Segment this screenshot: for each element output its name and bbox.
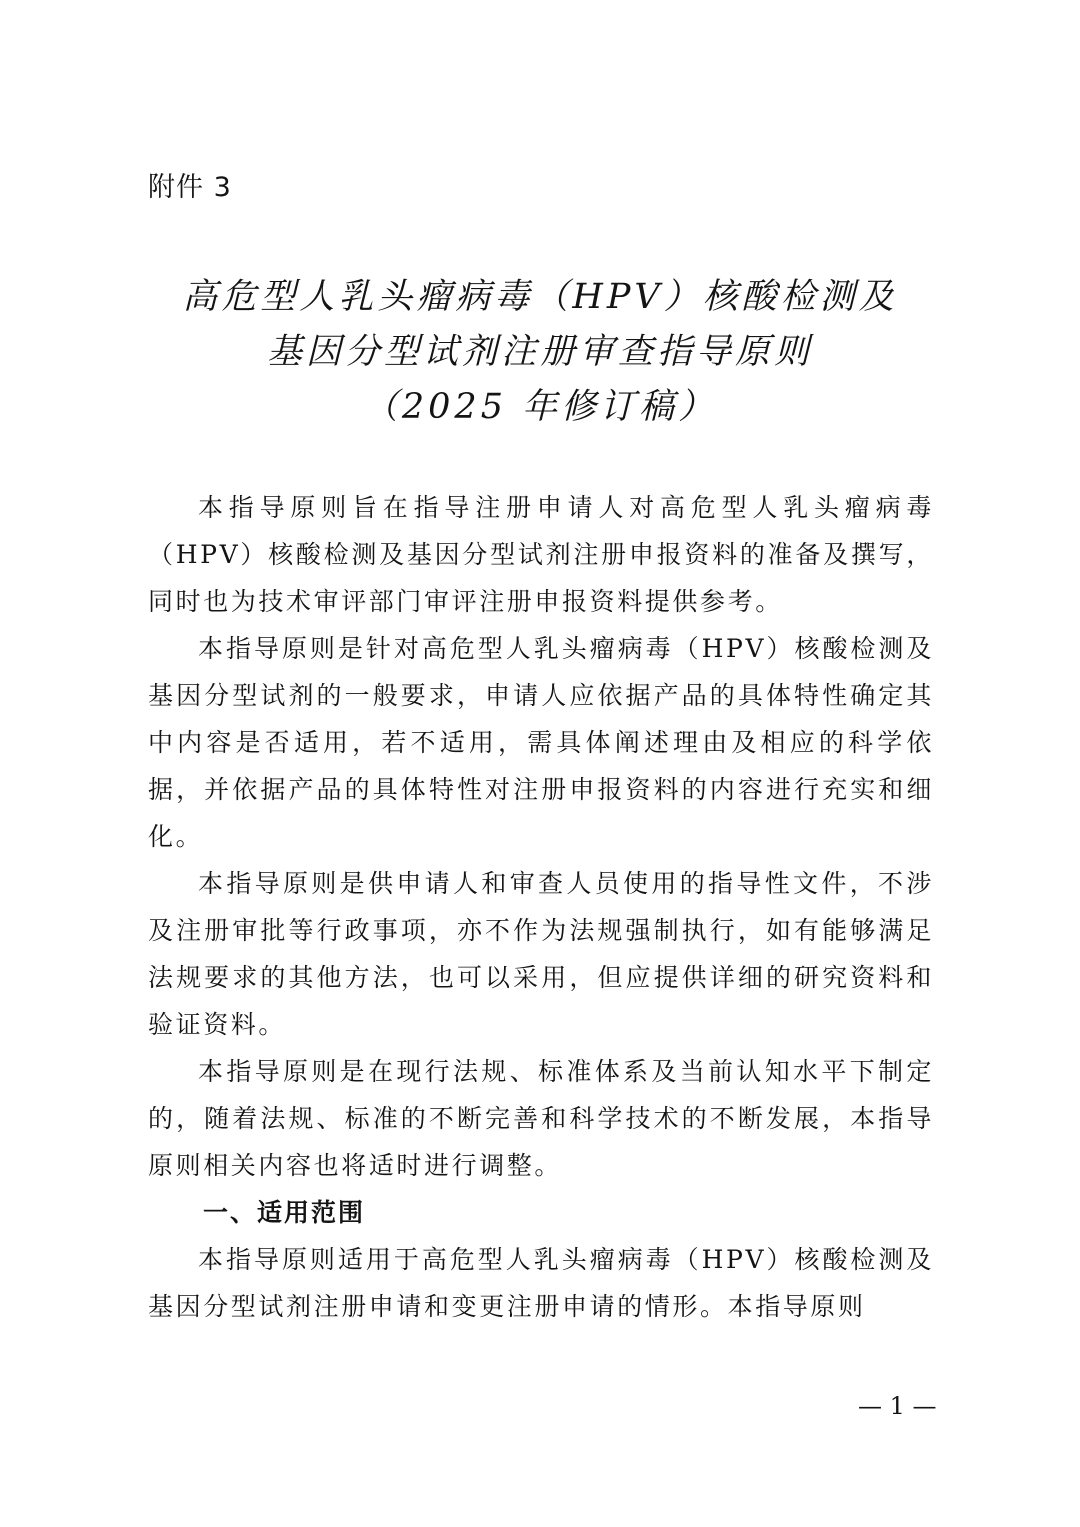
title-line-1: 高危型人乳头瘤病毒（HPV）核酸检测及	[182, 277, 898, 317]
paragraph-scope: 本指导原则适用于高危型人乳头瘤病毒（HPV）核酸检测及基因分型试剂注册申请和变更注册申请的情形。本指导原则	[148, 1245, 934, 1321]
page-number: — 1 —	[858, 1392, 937, 1420]
paragraph-revision-note: 本指导原则是在现行法规、标准体系及当前认知水平下制定的，随着法规、标准的不断完善和科学技术的不断发展，本指导原则相关内容也将适时进行调整。	[148, 1057, 934, 1180]
document-body	[148, 484, 934, 1330]
document-title	[100, 270, 980, 435]
section-heading-scope: 一、适用范围	[203, 1198, 366, 1227]
paragraph-guidance-nature: 本指导原则是供申请人和审查人员使用的指导性文件，不涉及注册审批等行政事项，亦不作为法规强制执行，如有能够满足法规要求的其他方法，也可以采用，但应提供详细的研究资料和验证资料。	[148, 869, 934, 1039]
paragraph-purpose: 本指导原则旨在指导注册申请人对高危型人乳头瘤病毒（HPV）核酸检测及基因分型试剂注册申报资料的准备及撰写，同时也为技术审评部门审评注册申报资料提供参考。	[148, 493, 934, 616]
attachment-label: 附件 3	[148, 172, 232, 203]
title-line-2: 基因分型试剂注册审查指导原则	[266, 332, 813, 372]
title-line-3: （2025 年修订稿）	[362, 387, 718, 427]
paragraph-general-requirements: 本指导原则是针对高危型人乳头瘤病毒（HPV）核酸检测及基因分型试剂的一般要求，申请人应依据产品的具体特性确定其中内容是否适用，若不适用，需具体阐述理由及相应的科学依据，并依据产品的具体特性对注册申报资料的内容进行充实和细化。	[148, 634, 934, 851]
